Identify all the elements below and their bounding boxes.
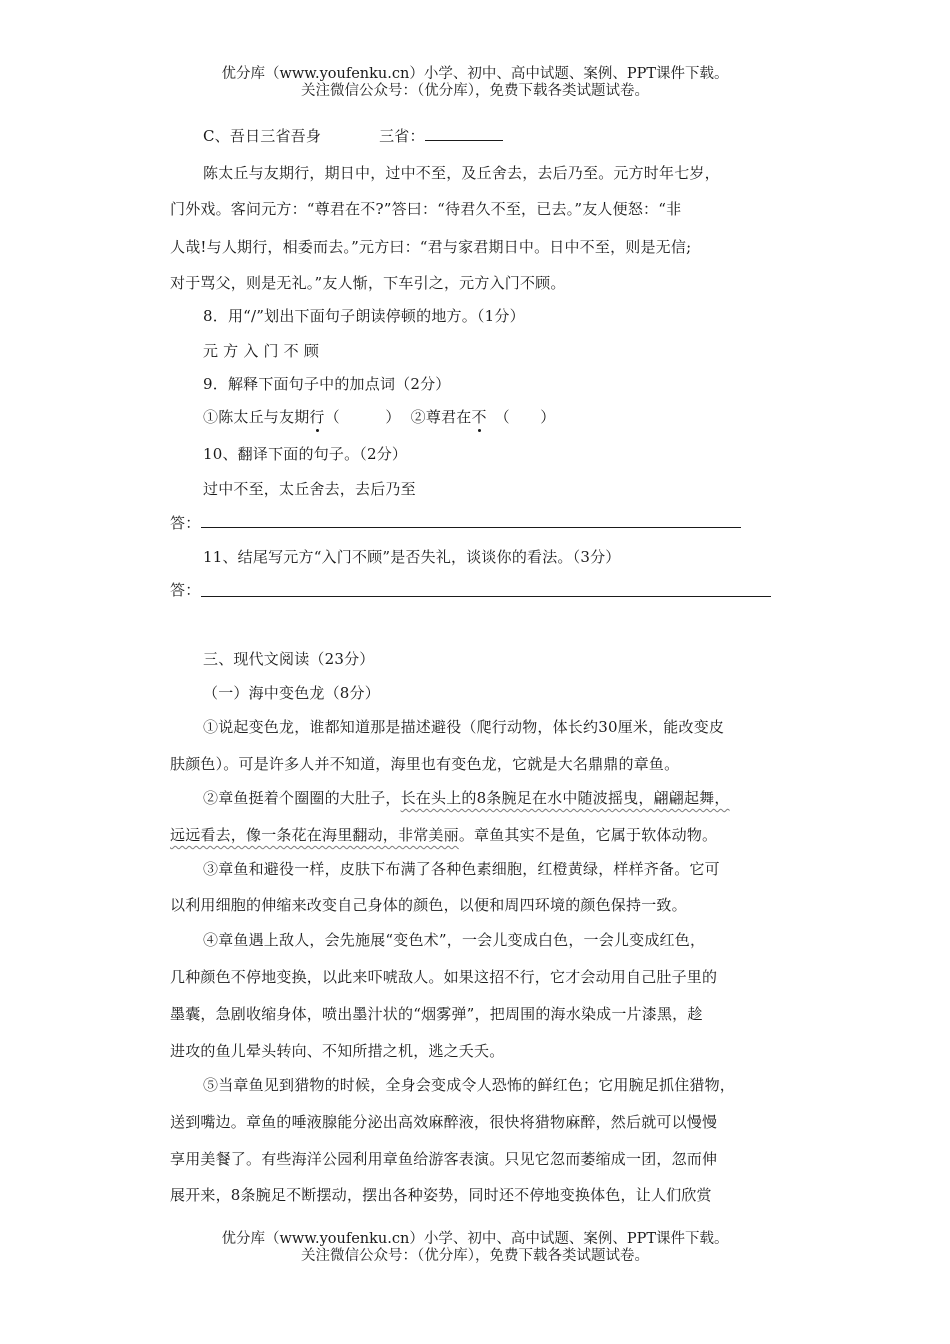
article-p1-line-2: 肤颜色）。可是许多人并不知道，海里也有变色龙，它就是大名鼎鼎的章鱼。 — [170, 755, 680, 773]
q9-item-b-blank[interactable]: （ ） — [494, 408, 556, 426]
passage-line-2: 门外戏。客问元方：“尊君在不?”答曰：“待君久不至，已去。”友人便怒：“非 — [170, 200, 682, 218]
footer-line-1: 优分库（www.youfenku.cn）小学、初中、高中试题、案例、PPT课件下载。 — [221, 1231, 729, 1247]
article-p4-line-3: 墨囊，急剧收缩身体，喷出墨汁状的“烟雾弹”，把周围的海水染成一片漆黑，趁 — [170, 1005, 703, 1023]
section-3-subtitle: （一）海中变色龙（8分） — [203, 684, 380, 702]
footer-line-2: 关注微信公众号：（优分库），免费下载各类试题试卷。 — [301, 1248, 649, 1264]
question-11-answer-line[interactable] — [201, 596, 771, 597]
article-p2-wavy-1: 长在头上的8条腕足在水中随波摇曳，翩翩起舞， — [400, 789, 730, 807]
item-c-blank[interactable] — [425, 126, 503, 141]
article-p2-plain-2: 。章鱼其实不是鱼，它属于软体动物。 — [458, 826, 718, 844]
article-p1-line-1: ①说起变色龙，谁都知道那是描述避役（爬行动物，体长约30厘米，能改变皮 — [203, 718, 725, 736]
section-3-title: 三、现代文阅读（23分） — [203, 650, 375, 668]
article-p5-line-2: 送到嘴边。章鱼的唾液腺能分泌出高效麻醉液，很快将猎物麻醉，然后就可以慢慢 — [170, 1113, 718, 1131]
q9-item-b-dotted-word: 不 — [471, 408, 487, 426]
question-9: 9．解释下面句子中的加点词（2分） — [203, 375, 451, 393]
question-10-sentence: 过中不至，太丘舍去，去后乃至 — [203, 480, 416, 498]
article-p3-line-2: 以利用细胞的伸缩来改变自己身体的颜色，以便和周四环境的颜色保持一致。 — [170, 896, 687, 914]
question-10-answer-label: 答： — [170, 514, 201, 532]
header-line-1: 优分库（www.youfenku.cn）小学、初中、高中试题、案例、PPT课件下载。 — [221, 66, 729, 82]
passage-line-1: 陈太丘与友期行，期日中，过中不至，及丘舍去，去后乃至。元方时年七岁， — [203, 164, 720, 182]
article-p2-line-1 — [203, 788, 730, 808]
article-p5-line-1: ⑤当章鱼见到猎物的时候，全身会变成令人恐怖的鲜红色；它用腕足抓住猎物， — [203, 1076, 736, 1094]
question-8: 8．用“/”划出下面句子朗读停顿的地方。（1分） — [203, 307, 525, 325]
article-p2-wavy-2: 远远看去，像一条花在海里翻动，非常美丽 — [170, 826, 459, 844]
question-10-answer-line[interactable] — [201, 527, 741, 528]
question-10: 10、翻译下面的句子。（2分） — [203, 445, 408, 463]
page-footer — [0, 1231, 950, 1265]
page-header — [0, 66, 950, 100]
question-9-items — [203, 407, 555, 427]
article-p4-line-4: 进攻的鱼儿晕头转向、不知所措之机，逃之夭夭。 — [170, 1042, 505, 1060]
item-c-label: 三省： — [379, 127, 425, 145]
question-11-answer-label: 答： — [170, 581, 201, 599]
item-c — [203, 126, 503, 146]
article-p2-line-2 — [170, 825, 717, 845]
passage-line-3: 人哉!与人期行，相委而去。”元方曰：“君与家君期日中。日中不至，则是无信; — [170, 238, 692, 256]
question-11: 11、结尾写元方“入门不顾”是否失礼，谈谈你的看法。（3分） — [203, 548, 621, 566]
article-p4-line-2: 几种颜色不停地变换，以此来吓唬敌人。如果这招不行，它才会动用自己肚子里的 — [170, 968, 718, 986]
item-c-text: C、吾日三省吾身 — [203, 127, 322, 145]
article-p4-line-1: ④章鱼遇上敌人，会先施展“变色术”，一会儿变成白色，一会儿变成红色， — [203, 931, 706, 949]
passage-line-4: 对于骂父，则是无礼。”友人惭，下车引之，元方入门不顾。 — [170, 274, 566, 292]
q9-item-b-text: ②尊君在 — [410, 408, 472, 426]
article-p2-plain-1: ②章鱼挺着个圈圈的大肚子， — [203, 789, 401, 807]
header-line-2: 关注微信公众号：（优分库），免费下载各类试题试卷。 — [301, 83, 649, 99]
article-p5-line-3: 享用美餐了。有些海洋公园利用章鱼给游客表演。只见它忽而萎缩成一团，忽而伸 — [170, 1150, 718, 1168]
article-p5-line-4: 展开来，8条腕足不断摆动，摆出各种姿势，同时还不停地变换体色，让人们欣赏 — [170, 1186, 712, 1204]
question-8-sentence: 元 方 入 门 不 顾 — [203, 342, 320, 360]
q9-item-a-text: ①陈太丘与友期 — [203, 408, 310, 426]
article-p3-line-1: ③章鱼和避役一样，皮肤下布满了各种色素细胞，红橙黄绿，样样齐备。它可 — [203, 860, 720, 878]
q9-item-a-dotted-word: 行 — [309, 408, 325, 426]
q9-item-a-blank[interactable]: （ ） — [324, 408, 401, 426]
